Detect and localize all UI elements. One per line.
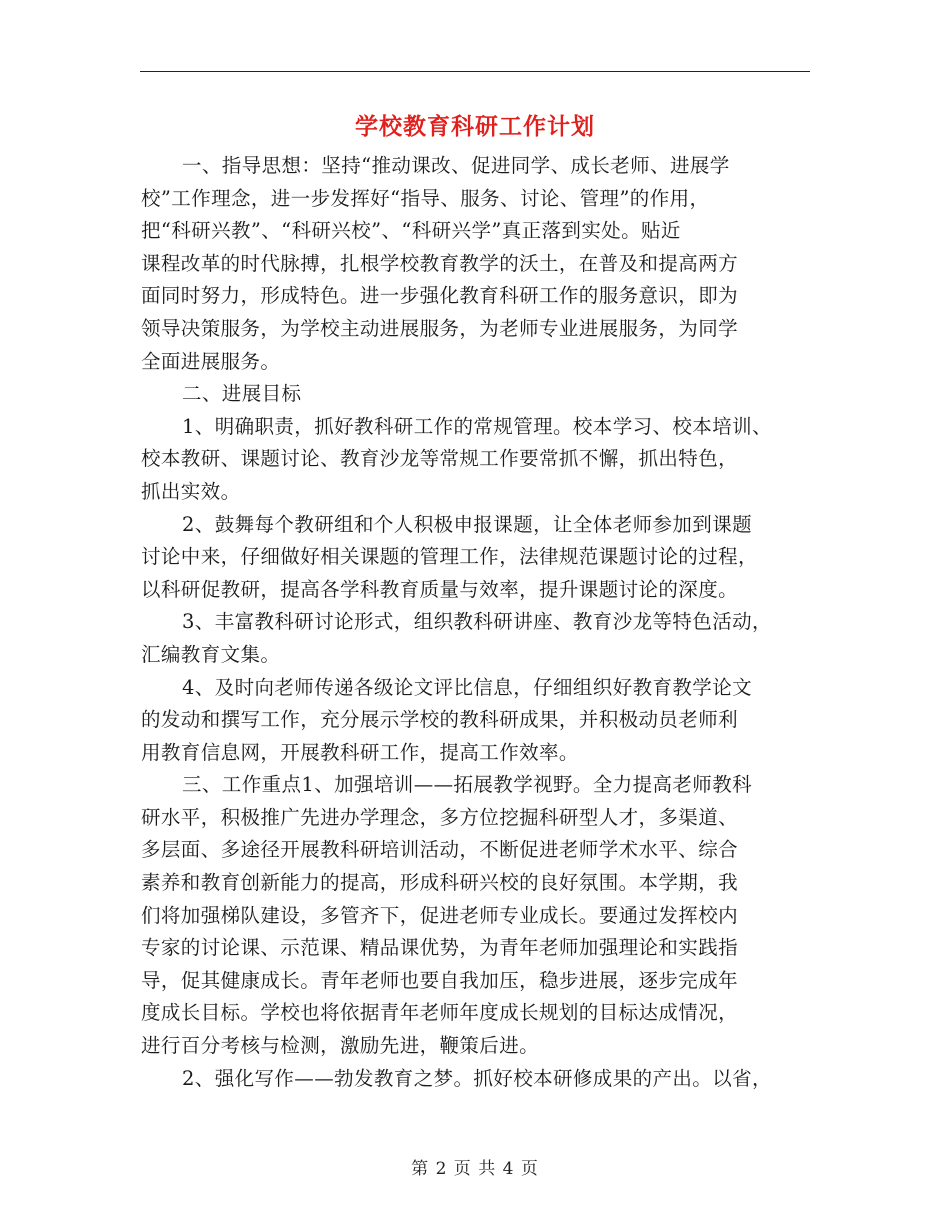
document-title: 学校教育科研工作计划	[355, 113, 595, 140]
paragraph-line: 1、明确职责，抓好教科研工作的常规管理。校本学习、校本培训、	[182, 414, 772, 438]
paragraph-line: 一、指导思想：坚持“推动课改、促进同学、成长老师、进展学	[182, 154, 730, 177]
paragraph-line: 们将加强梯队建设，多管齐下，促进老师专业成长。要通过发挥校内	[141, 903, 739, 927]
paragraph-line: 多层面、多途径开展教科研培训活动，不断促进老师学术水平、综合	[141, 838, 739, 862]
paragraph-line: 把“科研兴教”、“科研兴校”、“科研兴学”真正落到实处。贴近	[141, 219, 681, 243]
paragraph-line: 三、工作重点1、加强培训——拓展教学视野。全力提高老师教科	[182, 773, 753, 797]
paragraph-line: 讨论中来，仔细做好相关课题的管理工作，法律规范课题讨论的过程，	[141, 545, 758, 569]
paragraph-line: 以科研促教研，提高各学科教育质量与效率，提升课题讨论的深度。	[141, 577, 739, 601]
paragraph-line: 全面进展服务。	[141, 349, 281, 373]
paragraph-line: 3、丰富教科研讨论形式，组织教科研讲座、教育沙龙等特色活动，	[182, 610, 772, 634]
paragraph-line: 用教育信息网，开展教科研工作，提高工作效率。	[141, 740, 579, 764]
paragraph-line: 的发动和撰写工作，充分展示学校的教科研成果，并积极动员老师利	[141, 708, 739, 732]
paragraph-line: 4、及时向老师传递各级论文评比信息，仔细组织好教育教学论文	[182, 675, 753, 699]
paragraph-line: 度成长目标。学校也将依据青年老师年度成长规划的目标达成情况，	[141, 1001, 739, 1025]
paragraph-line: 专家的讨论课、示范课、精品课优势，为青年老师加强理论和实践指	[141, 936, 739, 960]
paragraph-line: 研水平，积极推广先进办学理念，多方位挖掘科研型人才，多渠道、	[141, 805, 739, 829]
paragraph-line: 抓出实效。	[141, 479, 241, 503]
document-body	[141, 150, 821, 1095]
paragraph-line: 课程改革的时代脉搏，扎根学校教育教学的沃土，在普及和提高两方	[141, 251, 739, 275]
paragraph-line: 领导决策服务，为学校主动进展服务，为老师专业进展服务，为同学	[141, 316, 739, 340]
paragraph-line: 2、强化写作——勃发教育之梦。抓好校本研修成果的产出。以省，	[182, 1066, 772, 1090]
section-heading: 二、进展目标	[182, 382, 302, 406]
paragraph-line: 校本教研、课题讨论、教育沙龙等常规工作要常抓不懈，抓出特色，	[141, 447, 739, 471]
page-number-footer: 第 2 页 共 4 页	[411, 1159, 539, 1179]
paragraph-line: 进行百分考核与检测，激励先进，鞭策后进。	[141, 1034, 540, 1058]
paragraph-line: 导，促其健康成长。青年老师也要自我加压，稳步进展，逐步完成年	[141, 968, 739, 992]
paragraph-line: 汇编教育文集。	[141, 642, 281, 666]
paragraph-line: 素养和教育创新能力的提高，形成科研兴校的良好氛围。本学期，我	[141, 871, 739, 895]
header-rule	[140, 71, 810, 72]
paragraph-line: 面同时努力，形成特色。进一步强化教育科研工作的服务意识，即为	[141, 284, 739, 308]
paragraph-line: 2、鼓舞每个教研组和个人积极申报课题，让全体老师参加到课题	[182, 512, 753, 536]
paragraph-line: 校”工作理念，进一步发挥好“指导、服务、讨论、管理”的作用，	[141, 186, 710, 210]
